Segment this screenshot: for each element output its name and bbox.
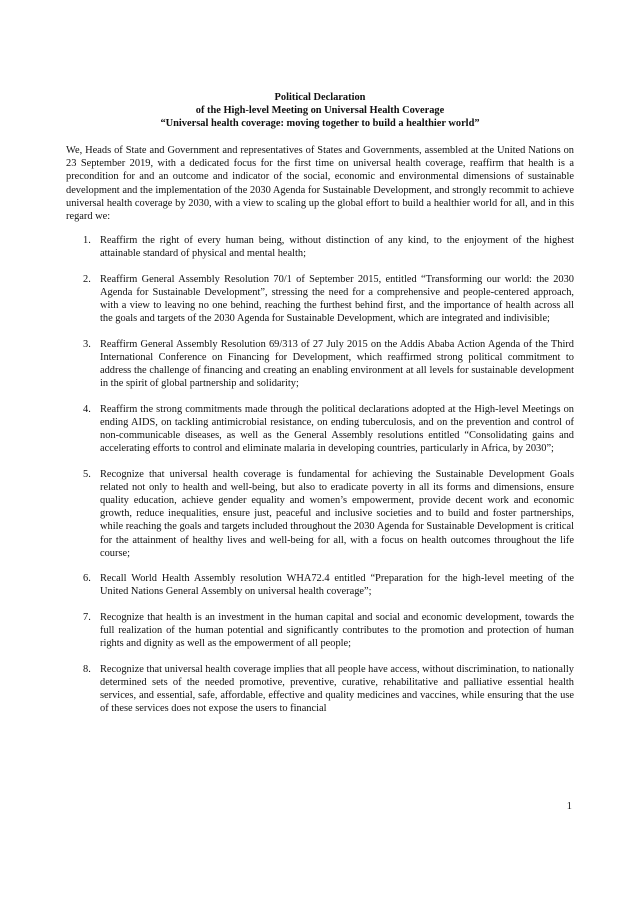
item-number: 7. bbox=[83, 611, 91, 623]
preamble-paragraph: We, Heads of State and Government and representatives of States and Governments, assembled at the United Nations on 23 September 2019, with a dedicated focus for the first time on universal health coverage, reaffirm that health is a precondition for and an outcome and indicator of the social, economic and environmental dimensions of sustainable development and the implementation of the 2030 Agenda for Sustainable Development, and strongly recommit to achieve universal health coverage by 2030, with a view to scaling up the global effort to build a healthier world for all, and in this regard we: bbox=[66, 145, 574, 223]
item-number: 2. bbox=[83, 273, 91, 285]
item-text: Recognize that universal health coverage implies that all people have access, without discrimination, to nationally determined sets of the needed promotive, preventive, curative, rehabilitative and palliative essential health services, and essential, safe, affordable, effective and quality medicines and vaccines, while ensuring that the use of these services does not expose the users to financial bbox=[100, 663, 574, 715]
list-item bbox=[66, 572, 574, 598]
item-number: 1. bbox=[83, 235, 91, 246]
list-item bbox=[66, 403, 574, 456]
item-number: 3. bbox=[83, 338, 91, 350]
list-item bbox=[66, 611, 574, 651]
item-number: 5. bbox=[83, 468, 91, 480]
item-text: Reaffirm General Assembly Resolution 69/313 of 27 July 2015 on the Addis Ababa Action Agenda of the Third International Conference on Financing for Development, which reaffirmed strong political commitment to address the challenge of financing and creating an enabling environment at all levels for sustainable development in the spirit of global partnership and solidarity; bbox=[100, 338, 574, 390]
item-text: Reaffirm the strong commitments made through the political declarations adopted at the High-level Meetings on ending AIDS, on tackling antimicrobial resistance, on ending tuberculosis, and on the prevention and control of non-communicable diseases, as well as the General Assembly resolutions entitled “Consolidating gains and accelerating efforts to control and eliminate malaria in developing countries, particularly in Africa, by 2030”; bbox=[100, 403, 574, 455]
list-item bbox=[66, 273, 574, 326]
title-line-3: “Universal health coverage: moving together to build a healthier world” bbox=[160, 118, 480, 130]
list-item bbox=[66, 234, 574, 260]
item-text: Recall World Health Assembly resolution WHA72.4 entitled “Preparation for the high-level meeting of the United Nations General Assembly on universal health coverage”; bbox=[100, 573, 574, 598]
item-text: Reaffirm the right of every human being, without distinction of any kind, to the enjoyment of the highest attainable standard of physical and mental health; bbox=[100, 235, 574, 260]
document-title bbox=[60, 91, 580, 131]
item-number: 6. bbox=[83, 573, 91, 585]
list-item bbox=[66, 468, 574, 560]
item-text: Recognize that health is an investment in the human capital and social and economic development, towards the full realization of the human potential and significantly contributes to the promotion and protection of human rights and dignity as well as the empowerment of all people; bbox=[100, 611, 574, 650]
item-number: 8. bbox=[83, 663, 91, 675]
title-line-2: of the High-level Meeting on Universal Health Coverage bbox=[195, 105, 445, 117]
item-text: Reaffirm General Assembly Resolution 70/1 of September 2015, entitled “Transforming our world: the 2030 Agenda for Sustainable Development”, stressing the need for a comprehensive and people-centered approach, with a view to leaving no one behind, reaching the furthest behind first, and the importance of health across all the goals and targets of the 2030 Agenda for Sustainable Development, which are integrated and indivisible; bbox=[100, 273, 574, 325]
item-number: 4. bbox=[83, 403, 91, 415]
list-item bbox=[66, 663, 574, 716]
item-text: Recognize that universal health coverage is fundamental for achieving the Sustainable Development Goals related not only to health and well-being, but also to eradicate poverty in all its forms and dimensions, ensure quality education, achieve gender equality and women’s empowerment, provide decent work and economic growth, reduce inequalities, ensure just, peaceful and inclusive societies and to build and foster partnerships, while reaching the goals and targets included throughout the 2030 Agenda for Sustainable Development is critical for the attainment of healthy lives and well-being for all, with a focus on health outcomes throughout the life course; bbox=[100, 468, 574, 559]
numbered-list bbox=[66, 234, 574, 728]
page-number: 1 bbox=[566, 801, 572, 812]
title-line-1: Political Declaration bbox=[274, 92, 366, 103]
list-item bbox=[66, 338, 574, 391]
